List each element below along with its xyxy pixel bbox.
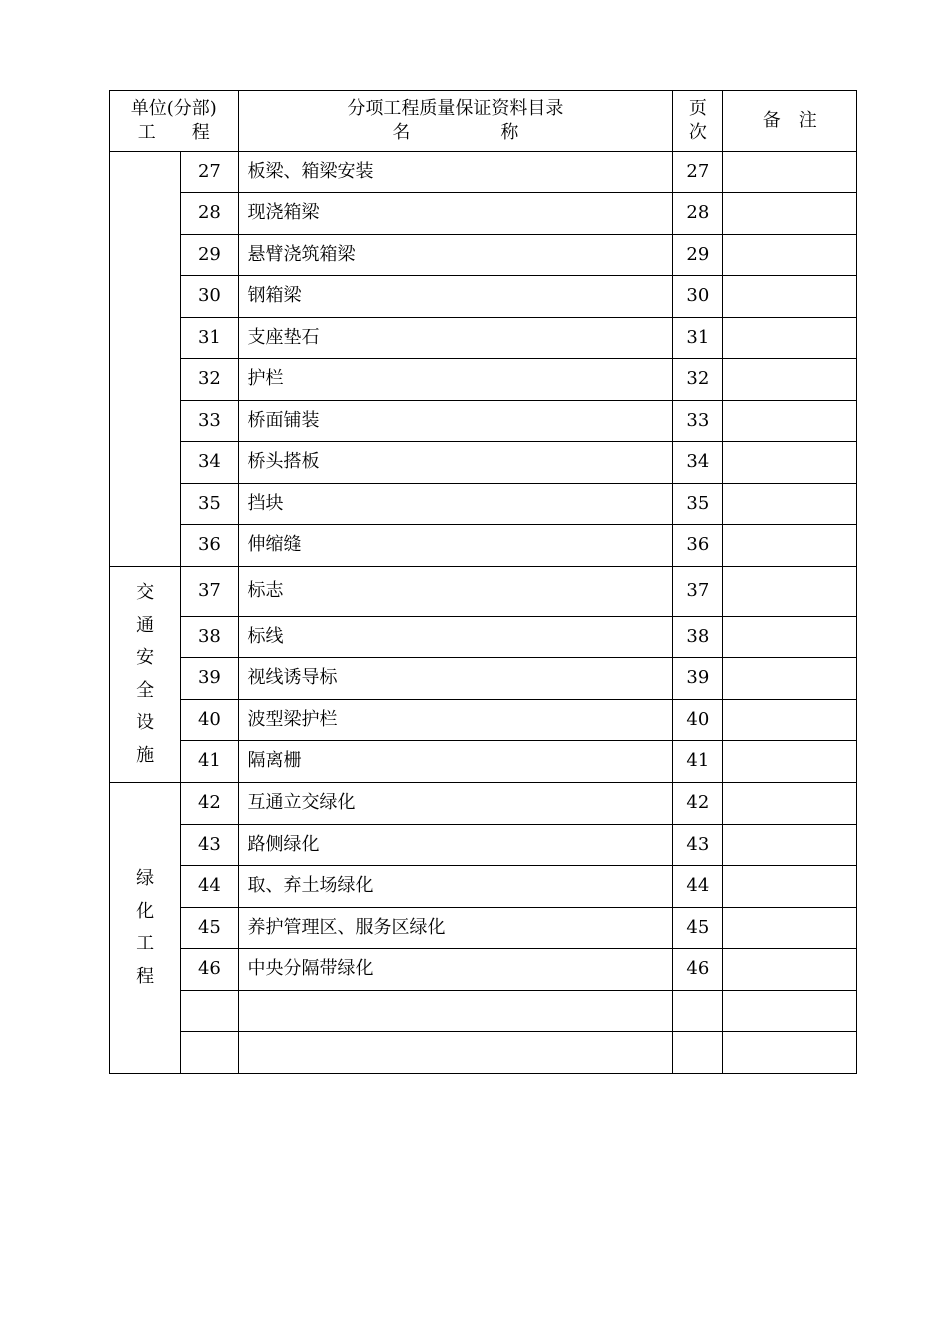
header-unit-line2: 工 程 xyxy=(137,122,210,143)
table-row xyxy=(110,991,857,1032)
header-page-line1: 页 xyxy=(688,98,707,119)
table-row xyxy=(110,617,857,658)
item-name: 视线诱导标 xyxy=(238,658,673,700)
item-page: 27 xyxy=(673,152,723,193)
item-number: 43 xyxy=(181,825,238,866)
item-number: 27 xyxy=(181,152,238,193)
table-row xyxy=(110,193,857,235)
item-remark xyxy=(723,484,857,525)
table-row xyxy=(110,949,857,991)
item-number: 32 xyxy=(181,359,238,401)
item-page: 41 xyxy=(673,741,723,783)
item-name: 桥面铺装 xyxy=(238,401,673,442)
item-remark xyxy=(723,567,857,617)
unit-char: 通 xyxy=(136,614,155,636)
unit-group-cell xyxy=(110,783,181,1074)
item-page: 40 xyxy=(673,700,723,741)
item-page: 33 xyxy=(673,401,723,442)
item-remark xyxy=(723,276,857,318)
item-number: 40 xyxy=(181,700,238,741)
item-name: 标线 xyxy=(238,617,673,658)
item-page: 36 xyxy=(673,525,723,567)
item-name: 伸缩缝 xyxy=(238,525,673,567)
item-page: 46 xyxy=(673,949,723,991)
table-row xyxy=(110,235,857,276)
item-name: 养护管理区、服务区绿化 xyxy=(238,908,673,949)
unit-char: 绿 xyxy=(136,868,155,889)
unit-group-cell xyxy=(110,567,181,783)
item-remark xyxy=(723,741,857,783)
item-name: 悬臂浇筑箱梁 xyxy=(238,235,673,276)
item-page: 39 xyxy=(673,658,723,700)
item-page: 30 xyxy=(673,276,723,318)
item-number: 28 xyxy=(181,193,238,235)
item-page: 35 xyxy=(673,484,723,525)
item-name xyxy=(238,991,673,1032)
item-number: 35 xyxy=(181,484,238,525)
item-page: 31 xyxy=(673,318,723,359)
item-remark xyxy=(723,783,857,825)
table-body xyxy=(110,91,857,1074)
table-row xyxy=(110,525,857,567)
unit-char: 工 xyxy=(136,933,155,954)
table-row xyxy=(110,908,857,949)
header-remark-cell: 备 注 xyxy=(723,91,857,152)
unit-char: 全 xyxy=(136,679,155,701)
item-remark xyxy=(723,401,857,442)
item-page: 42 xyxy=(673,783,723,825)
item-number: 36 xyxy=(181,525,238,567)
item-name: 现浇箱梁 xyxy=(238,193,673,235)
table-row xyxy=(110,1032,857,1074)
table-row xyxy=(110,318,857,359)
table-row xyxy=(110,276,857,318)
unit-char: 交 xyxy=(136,582,155,603)
table-row xyxy=(110,359,857,401)
unit-char: 程 xyxy=(136,965,155,987)
item-name xyxy=(238,1032,673,1074)
item-number: 38 xyxy=(181,617,238,658)
item-remark xyxy=(723,1032,857,1074)
item-name: 波型梁护栏 xyxy=(238,700,673,741)
table-row xyxy=(110,567,857,617)
item-remark xyxy=(723,193,857,235)
quality-docs-table xyxy=(109,90,857,1074)
item-name: 钢箱梁 xyxy=(238,276,673,318)
unit-char: 设 xyxy=(136,712,155,733)
item-remark xyxy=(723,442,857,484)
item-name: 挡块 xyxy=(238,484,673,525)
item-page: 32 xyxy=(673,359,723,401)
table-row xyxy=(110,783,857,825)
item-number: 34 xyxy=(181,442,238,484)
unit-char: 化 xyxy=(136,900,155,922)
item-remark xyxy=(723,152,857,193)
item-name: 路侧绿化 xyxy=(238,825,673,866)
item-remark xyxy=(723,866,857,908)
item-number: 29 xyxy=(181,235,238,276)
item-remark xyxy=(723,359,857,401)
table-row xyxy=(110,484,857,525)
item-number: 42 xyxy=(181,783,238,825)
item-name: 取、弃土场绿化 xyxy=(238,866,673,908)
item-number: 30 xyxy=(181,276,238,318)
item-number xyxy=(181,1032,238,1074)
item-page: 28 xyxy=(673,193,723,235)
item-number: 37 xyxy=(181,567,238,617)
header-name-cell xyxy=(238,91,673,152)
item-page: 29 xyxy=(673,235,723,276)
table-row xyxy=(110,658,857,700)
item-name: 互通立交绿化 xyxy=(238,783,673,825)
table-row xyxy=(110,825,857,866)
item-remark xyxy=(723,235,857,276)
item-number: 39 xyxy=(181,658,238,700)
table-row xyxy=(110,442,857,484)
item-name: 板梁、箱梁安装 xyxy=(238,152,673,193)
unit-group-cell xyxy=(110,152,181,567)
item-name: 支座垫石 xyxy=(238,318,673,359)
item-page: 34 xyxy=(673,442,723,484)
item-number: 41 xyxy=(181,741,238,783)
item-remark xyxy=(723,700,857,741)
item-page: 37 xyxy=(673,567,723,617)
table-row xyxy=(110,152,857,193)
item-name: 中央分隔带绿化 xyxy=(238,949,673,991)
item-number: 31 xyxy=(181,318,238,359)
item-name: 护栏 xyxy=(238,359,673,401)
table-row xyxy=(110,741,857,783)
item-remark xyxy=(723,908,857,949)
item-remark xyxy=(723,991,857,1032)
table-row xyxy=(110,866,857,908)
item-number xyxy=(181,991,238,1032)
header-name-line2: 名 称 xyxy=(392,122,519,143)
item-remark xyxy=(723,318,857,359)
item-page: 38 xyxy=(673,617,723,658)
table-row xyxy=(110,700,857,741)
item-remark xyxy=(723,617,857,658)
header-page-line2: 次 xyxy=(688,122,707,143)
unit-char: 施 xyxy=(136,744,155,766)
item-remark xyxy=(723,825,857,866)
item-number: 46 xyxy=(181,949,238,991)
item-page xyxy=(673,1032,723,1074)
table-row xyxy=(110,401,857,442)
item-name: 标志 xyxy=(238,567,673,617)
header-row xyxy=(110,91,857,152)
item-name: 隔离栅 xyxy=(238,741,673,783)
header-unit-cell xyxy=(110,91,239,152)
item-remark xyxy=(723,658,857,700)
item-number: 44 xyxy=(181,866,238,908)
header-page-cell xyxy=(673,91,723,152)
item-number: 45 xyxy=(181,908,238,949)
item-remark xyxy=(723,525,857,567)
item-page: 45 xyxy=(673,908,723,949)
header-name-line1: 分项工程质量保证资料目录 xyxy=(347,98,564,119)
item-name: 桥头搭板 xyxy=(238,442,673,484)
item-page: 44 xyxy=(673,866,723,908)
item-page xyxy=(673,991,723,1032)
unit-char: 安 xyxy=(136,647,155,668)
item-page: 43 xyxy=(673,825,723,866)
item-remark xyxy=(723,949,857,991)
item-number: 33 xyxy=(181,401,238,442)
header-unit-line1: 单位(分部) xyxy=(130,98,217,119)
